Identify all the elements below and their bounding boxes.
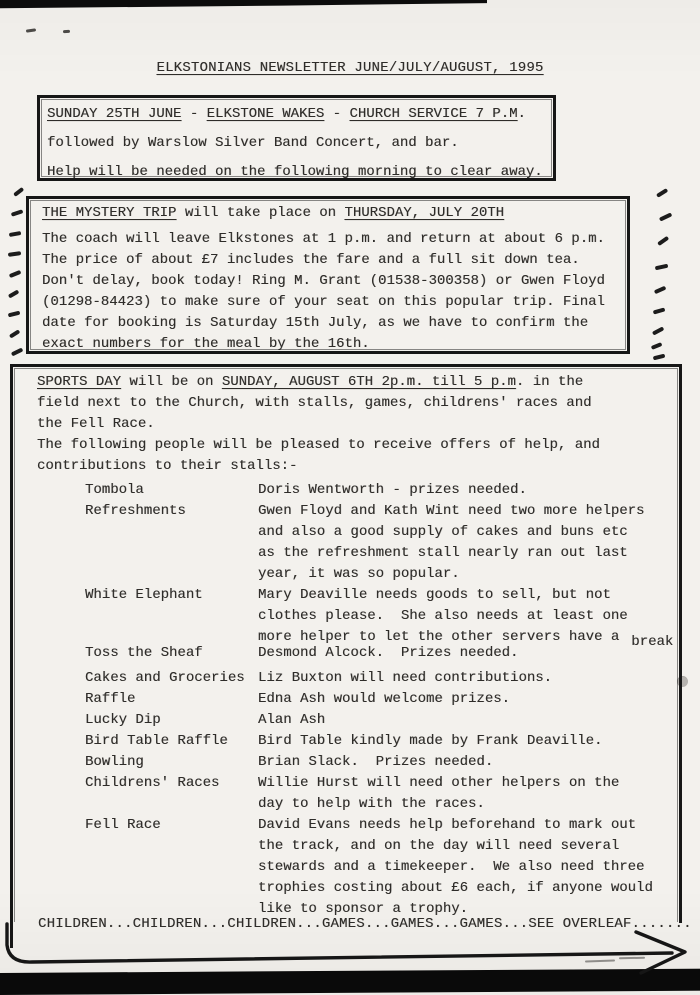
hand-drawn-dash <box>11 209 23 216</box>
sports-day-intro-line: the Fell Race. <box>37 416 155 432</box>
stall-row <box>37 773 679 815</box>
stall-desc-line: Edna Ash would welcome prizes. <box>258 691 511 707</box>
stall-desc <box>258 815 679 920</box>
stall-label: Tombola <box>85 482 144 498</box>
stall-desc <box>258 480 679 501</box>
hand-drawn-dash <box>651 342 663 349</box>
mystery-trip-line: The coach will leave Elkstones at 1 p.m. and return at about 6 p.m. <box>42 231 605 247</box>
sports-day-intro-line: The following people will be pleased to receive offers of help, and <box>37 437 600 453</box>
wakes-line: followed by Warslow Silver Band Concert, and bar. <box>47 135 459 151</box>
hand-drawn-dash <box>11 348 23 356</box>
stall-desc <box>258 731 679 752</box>
hand-drawn-dash <box>8 251 21 256</box>
stall-desc-line: Mary Deaville needs goods to sell, but not <box>258 587 611 603</box>
stall-desc-line: Doris Wentworth - prizes needed. <box>258 482 527 498</box>
mystery-trip-line: The price of about £7 includes the fare and a full sit down tea. <box>42 252 580 268</box>
mystery-trip-line: date for booking is Saturday 15th July, as we have to confirm the <box>42 315 589 331</box>
stall-desc-line: trophies costing about £6 each, if anyone would <box>258 880 653 896</box>
stall-desc-line: Liz Buxton will need contributions. <box>258 670 553 686</box>
mystery-trip-heading: THE MYSTERY TRIP will take place on THURSDAY, JULY 20TH <box>42 205 505 221</box>
hand-drawn-dash <box>652 326 664 335</box>
sports-day-date: SUNDAY, AUGUST 6TH 2p.m. till 5 p.m <box>221 374 516 390</box>
stall-desc <box>258 501 679 585</box>
hand-drawn-dash <box>654 286 666 294</box>
sports-day-intro-line: contributions to their stalls:- <box>37 458 298 474</box>
stall-row <box>37 731 679 752</box>
stall-desc-line: Alan Ash <box>258 712 326 728</box>
wakes-service: CHURCH SERVICE 7 P.M <box>349 106 518 122</box>
hand-drawn-dash <box>657 236 669 246</box>
stall-row <box>37 668 679 689</box>
hand-drawn-dash <box>659 212 672 221</box>
stall-row <box>37 585 679 648</box>
hand-drawn-dash <box>653 354 665 360</box>
scan-edge-top <box>0 0 487 9</box>
stall-label: Fell Race <box>85 817 161 833</box>
stall-desc <box>258 643 679 664</box>
stall-row <box>37 480 679 501</box>
stall-desc-line: David Evans needs help beforehand to mark out <box>258 817 637 833</box>
wakes-notice-box <box>37 95 556 181</box>
hand-drawn-dash <box>8 289 19 298</box>
stall-desc-line: Gwen Floyd and Kath Wint need two more helpers <box>258 503 645 519</box>
wakes-event: ELKSTONE WAKES <box>206 106 325 122</box>
hand-drawn-dash <box>656 188 668 197</box>
hand-drawn-dash <box>653 307 665 314</box>
mystery-trip-line: (01298-84423) to make sure of your seat on this popular trip. Final <box>42 294 605 310</box>
hand-drawn-dash <box>13 187 24 197</box>
scan-speck <box>26 28 36 32</box>
box-border-extension <box>10 921 13 948</box>
mystery-trip-line: exact numbers for the meal by the 16th. <box>42 336 370 352</box>
scan-speck <box>63 30 70 34</box>
sports-day-intro-line: field next to the Church, with stalls, games, childrens' races and <box>37 395 592 411</box>
stall-desc <box>258 710 679 731</box>
stall-desc-line: day to help with the races. <box>258 796 485 812</box>
stall-desc <box>258 773 679 815</box>
stall-row <box>37 752 679 773</box>
sports-day-intro <box>37 393 679 477</box>
newsletter-title-text: ELKSTONIANS NEWSLETTER JUNE/JULY/AUGUST, 1995 <box>156 60 544 76</box>
wakes-line: Help will be needed on the following morning to clear away. <box>47 164 543 180</box>
wakes-heading: SUNDAY 25TH JUNE - ELKSTONE WAKES - CHURCH SERVICE 7 P.M. <box>47 106 526 122</box>
stall-desc-line: more helper to let the other servers have a break <box>258 629 674 650</box>
stall-desc <box>258 668 679 689</box>
newsletter-title <box>0 60 700 76</box>
stall-desc-line: year, it was so popular. <box>258 566 460 582</box>
stall-desc-line: Bird Table kindly made by Frank Deaville. <box>258 733 603 749</box>
pencil-dash <box>619 957 645 959</box>
hand-drawn-dash <box>8 311 20 317</box>
stall-label: Refreshments <box>85 503 186 519</box>
stall-label: White Elephant <box>85 587 203 603</box>
stall-desc-line: like to sponsor a trophy. <box>258 901 469 917</box>
stall-row <box>37 689 679 710</box>
stall-desc-line: clothes please. She also needs at least one <box>258 608 628 624</box>
stall-row <box>37 643 679 664</box>
stall-row <box>37 501 679 585</box>
stall-label: Toss the Sheaf <box>85 645 203 661</box>
hand-drawn-dash <box>9 270 21 278</box>
stall-desc-line: stewards and a timekeeper. We also need three <box>258 859 645 875</box>
hand-drawn-dash <box>9 231 21 237</box>
wakes-date: SUNDAY 25TH JUNE <box>47 106 182 122</box>
footer-ticker: CHILDREN...CHILDREN...CHILDREN...GAMES...GAMES...GAMES...SEE OVERLEAF....... <box>38 916 692 932</box>
mystery-trip-body <box>42 229 619 355</box>
sports-day-title: SPORTS DAY <box>37 374 122 390</box>
hand-drawn-dash <box>655 264 668 270</box>
mystery-trip-date: THURSDAY, JULY 20TH <box>344 205 505 221</box>
pencil-dash <box>585 959 615 962</box>
stall-desc-line: Willie Hurst will need other helpers on the <box>258 775 620 791</box>
stall-label: Bowling <box>85 754 144 770</box>
hand-drawn-dash <box>9 329 20 338</box>
stall-desc-line: the track, and on the day will need several <box>258 838 620 854</box>
stall-desc <box>258 585 679 648</box>
stall-label: Lucky Dip <box>85 712 161 728</box>
mystery-trip-line: Don't delay, book today! Ring M. Grant (01538-300358) or Gwen Floyd <box>42 273 605 289</box>
stalls-table <box>37 480 679 920</box>
stall-label: Raffle <box>85 691 136 707</box>
stall-row <box>37 710 679 731</box>
stall-desc <box>258 689 679 710</box>
sports-day-heading: SPORTS DAY will be on SUNDAY, AUGUST 6TH 2p.m. till 5 p.m. in the <box>37 374 584 390</box>
stall-label: Childrens' Races <box>85 775 220 791</box>
stall-desc-line: and also a good supply of cakes and buns etc <box>258 524 628 540</box>
mystery-trip-box <box>26 196 630 354</box>
squeezed-word: break <box>631 634 674 650</box>
stall-row <box>37 815 679 920</box>
stall-desc <box>258 752 679 773</box>
stall-label: Cakes and Groceries <box>85 670 245 686</box>
mystery-trip-title: THE MYSTERY TRIP <box>42 205 177 221</box>
stall-desc-line: Brian Slack. Prizes needed. <box>258 754 494 770</box>
sports-day-box <box>10 364 682 923</box>
stall-desc-line: as the refreshment stall nearly ran out last <box>258 545 628 561</box>
stall-label: Bird Table Raffle <box>85 733 228 749</box>
scan-edge-bottom <box>0 969 700 995</box>
stall-desc-line: Desmond Alcock. Prizes needed. <box>258 645 519 661</box>
